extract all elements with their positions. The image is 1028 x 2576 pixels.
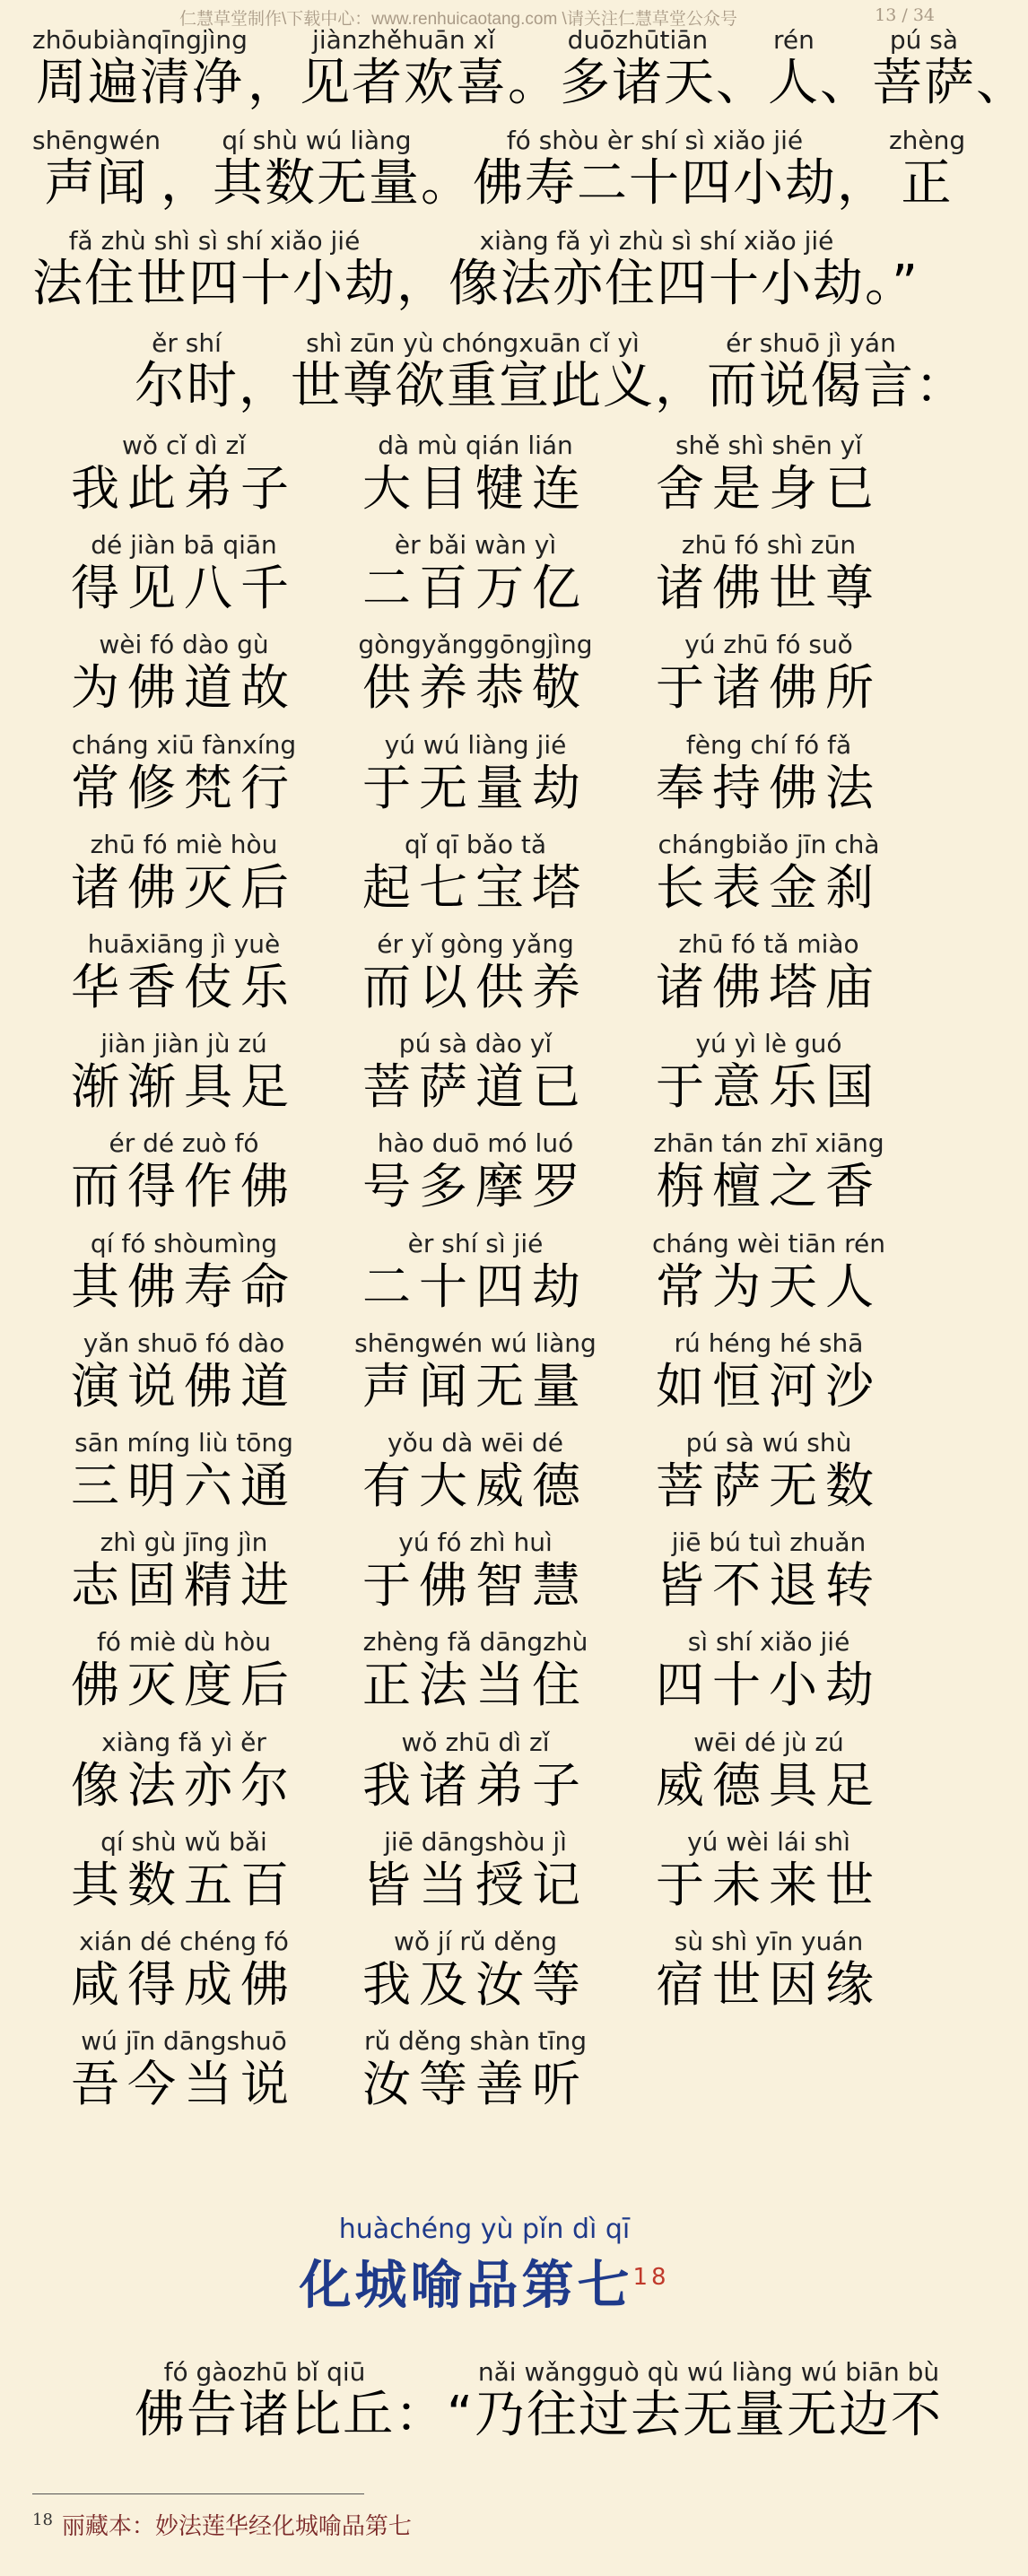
pinyin: yú zhū fó suǒ [684, 630, 853, 659]
hanzi: 正法当住 [362, 1657, 588, 1713]
hanzi: 法住世四十小劫 [32, 255, 396, 313]
verse-phrase [345, 830, 605, 916]
hanzi: 周遍清净 [35, 54, 244, 112]
pinyin: nǎi wǎngguò qù wú liàng wú biān bù [477, 2357, 940, 2387]
prose-line [32, 25, 1028, 111]
pinyin: qǐ qī bǎo tǎ [404, 830, 546, 859]
footnote-reference[interactable]: 18 [632, 2264, 670, 2291]
pinyin: shì zūn yù chóngxuān cǐ yì [306, 328, 640, 358]
hanzi: 于无量劫 [362, 760, 588, 816]
header-source-text: 仁慧草堂制作\下载中心：www.renhuicaotang.com \请关注仁慧草堂公众号 [179, 10, 737, 29]
hanzi: 起七宝塔 [362, 859, 588, 916]
verse-row [0, 1029, 969, 1129]
footnote [32, 2508, 412, 2541]
hanzi: 声闻 [44, 154, 149, 213]
hanzi: 人 [767, 54, 820, 112]
verse-row [0, 530, 969, 631]
punctuation [248, 25, 300, 111]
pinyin: ér shuō jì yán [726, 328, 896, 358]
punctuation [976, 25, 1028, 111]
punctuation [820, 25, 872, 111]
pinyin: shě shì shēn yǐ [675, 431, 863, 460]
verse-row [0, 431, 969, 531]
hanzi: 。” [865, 255, 920, 313]
pinyin: xiàng fǎ yì ěr [101, 1727, 266, 1757]
hanzi: 供养恭敬 [362, 659, 588, 716]
hanzi: 菩萨道已 [362, 1058, 588, 1115]
verse-phrase [639, 730, 899, 816]
pinyin: zhū fó miè hòu [90, 830, 278, 859]
hanzi: 声闻无量 [362, 1358, 588, 1414]
pinyin: shēngwén [32, 126, 161, 155]
verse-phrase [345, 1328, 605, 1414]
punctuation [239, 328, 291, 414]
hanzi: 四十小劫 [656, 1657, 882, 1713]
pinyin: fǎ zhù shì sì shí xiǎo jié [68, 226, 361, 256]
hanzi: 菩萨 [871, 54, 976, 112]
chapter-title [0, 2214, 969, 2316]
pinyin: zhōubiànqīngjìng [32, 25, 248, 55]
ruby-segment [300, 25, 508, 111]
hanzi: 、 [975, 54, 1028, 112]
hanzi: 而得作佛 [71, 1158, 297, 1214]
hanzi: 、 [819, 54, 872, 112]
pinyin: ér dé zuò fó [109, 1128, 259, 1158]
verse-phrase [345, 1029, 605, 1115]
prose-line [32, 226, 919, 312]
hanzi: 我及汝等 [362, 1956, 588, 2013]
hanzi: 于意乐国 [656, 1058, 882, 1115]
verse-phrase [345, 730, 605, 816]
verse-row [0, 730, 969, 831]
verse-phrase [639, 530, 899, 616]
pinyin: pú sà [889, 25, 959, 55]
verse-row [0, 1627, 969, 1727]
verse-phrase [639, 830, 899, 916]
pinyin: yú fó zhì huì [398, 1527, 553, 1557]
verse-row [0, 1229, 969, 1329]
pinyin: cháng xiū fànxíng [71, 730, 297, 760]
footnote-divider [32, 2493, 364, 2494]
pinyin [508, 25, 560, 56]
verse-row [0, 1827, 969, 1928]
pinyin [655, 328, 707, 359]
verse-phrase [345, 630, 605, 716]
hanzi: 威德具足 [656, 1757, 882, 1814]
ruby-segment [473, 126, 837, 212]
ruby-segment [707, 328, 915, 414]
closing-line [135, 2357, 943, 2443]
pinyin: zhū fó shì zūn [681, 530, 857, 560]
ruby-segment [889, 126, 965, 212]
pinyin: gòngyǎnggōngjìng [358, 630, 593, 659]
hanzi: 我此弟子 [71, 460, 297, 517]
verse-row [0, 929, 969, 1030]
hanzi: 于诸佛所 [656, 659, 882, 716]
hanzi: 其数无量 [212, 154, 421, 213]
ruby-segment [32, 126, 161, 212]
pinyin: zhèng fǎ dāngzhù [362, 1627, 588, 1657]
pinyin [239, 328, 291, 359]
chapter-title-pinyin: huàchéng yù pǐn dì qī [338, 2214, 631, 2245]
ruby-segment [32, 25, 248, 111]
pinyin: wǒ jí rǔ děng [393, 1927, 558, 1956]
verse-phrase [639, 1927, 899, 2013]
pinyin: zhān tán zhī xiāng [653, 1128, 884, 1158]
hanzi: 栴檀之香 [656, 1158, 882, 1214]
ruby-segment [449, 226, 865, 312]
punctuation [395, 2357, 475, 2443]
pinyin: yú yì lè guó [695, 1029, 842, 1058]
pinyin: wǒ zhū dì zǐ [401, 1727, 550, 1757]
pinyin: jiē dāngshòu jì [384, 1827, 567, 1857]
hanzi: 而以供养 [362, 959, 588, 1015]
hanzi: 宿世因缘 [656, 1956, 882, 2013]
hanzi: 常修梵行 [71, 760, 297, 816]
hanzi: 世尊欲重宣此义 [291, 357, 655, 415]
verse-row [0, 1128, 969, 1229]
pinyin: xián dé chéng fó [79, 1927, 289, 1956]
pinyin: fó shòu èr shí sì xiǎo jié [506, 126, 804, 155]
hanzi: 吾今当说 [71, 2056, 297, 2112]
hanzi: 有大威德 [362, 1458, 588, 1514]
verse-phrase [54, 929, 314, 1015]
verse-phrase [54, 730, 314, 816]
footnote-text: 丽藏本：妙法莲华经化城喻品第七 [61, 2513, 412, 2540]
verse-phrase [54, 530, 314, 616]
hanzi: 多诸天 [559, 54, 716, 112]
verse-phrase [345, 1229, 605, 1315]
verse-phrase [54, 1029, 314, 1115]
hanzi: ， [655, 357, 707, 415]
pinyin: dé jiàn bā qiān [91, 530, 277, 560]
verse-phrase [54, 1927, 314, 2013]
verse-phrase [345, 1627, 605, 1713]
verse-phrase [54, 1527, 314, 1614]
hanzi: 皆不退转 [656, 1557, 882, 1614]
pinyin: cháng wèi tiān rén [652, 1229, 885, 1258]
pinyin: chángbiǎo jīn chà [658, 830, 880, 859]
verse-phrase [54, 630, 314, 716]
pinyin: èr shí sì jié [407, 1229, 544, 1258]
pinyin: ěr shí [152, 328, 222, 358]
verse-phrase [639, 1527, 899, 1614]
hanzi: 长表金刹 [656, 859, 882, 916]
verse-phrase [639, 1428, 899, 1514]
ruby-segment [32, 226, 396, 312]
hanzi: 佛告诸比丘 [135, 2386, 395, 2444]
hanzi: 诸佛灭后 [71, 859, 297, 916]
ruby-segment [213, 126, 421, 212]
pinyin: yú wú liàng jié [384, 730, 567, 760]
hanzi: 三明六通 [71, 1458, 297, 1514]
hanzi: 皆当授记 [362, 1857, 588, 1913]
verse-phrase [54, 1328, 314, 1414]
punctuation [716, 25, 768, 111]
pinyin [716, 25, 768, 56]
pinyin: wǒ cǐ dì zǐ [122, 431, 246, 460]
pinyin: huāxiāng jì yuè [87, 929, 281, 959]
verse-phrase [54, 1627, 314, 1713]
hanzi: 、 [715, 54, 768, 112]
verse-row [0, 1428, 969, 1528]
chapter-title-text: 化城喻品第七 [299, 2254, 633, 2316]
hanzi: 佛灭度后 [71, 1657, 297, 1713]
hanzi: 咸得成佛 [71, 1956, 297, 2013]
pinyin [161, 126, 213, 156]
verse-phrase [639, 929, 899, 1015]
pinyin: wēi dé jù zú [693, 1727, 844, 1757]
verse-row [0, 2026, 969, 2127]
ruby-segment [475, 2357, 943, 2443]
verse-phrase [345, 1527, 605, 1614]
hanzi: ， [836, 154, 889, 213]
verse-phrase [639, 1128, 899, 1214]
hanzi: 大目犍连 [362, 460, 588, 517]
hanzi: 佛寿二十四小劫 [472, 154, 837, 213]
verse-phrase [345, 1927, 605, 2013]
pinyin: fó gàozhū bǐ qiū [163, 2357, 366, 2387]
pinyin: jiē bú tuì zhuǎn [671, 1527, 867, 1557]
hanzi: ， [247, 54, 300, 112]
pinyin [421, 126, 473, 156]
pinyin [396, 226, 449, 257]
verse-phrase [54, 1727, 314, 1814]
pinyin [976, 25, 1028, 56]
verse-phrase [345, 1128, 605, 1214]
verse-row [0, 630, 969, 730]
verse-phrase [345, 1428, 605, 1514]
pinyin: sù shì yīn yuán [674, 1927, 864, 1956]
pinyin: qí shù wú liàng [222, 126, 412, 155]
verse-phrase [639, 1627, 899, 1713]
prose-line [135, 328, 967, 414]
verse-phrase [345, 2026, 605, 2112]
pinyin: duōzhūtiān [567, 25, 709, 55]
hanzi: ： [915, 357, 967, 415]
pinyin [865, 226, 919, 257]
hanzi: 舍是身已 [656, 460, 882, 517]
hanzi: 见者欢喜 [299, 54, 508, 112]
verse-phrase [639, 1827, 899, 1913]
footnote-number: 18 [32, 2511, 53, 2530]
hanzi: 志固精进 [71, 1557, 297, 1614]
pinyin: zhū fó tǎ miào [678, 929, 859, 959]
verse-phrase [345, 1727, 605, 1814]
punctuation [655, 328, 707, 414]
verse-phrase [54, 2026, 314, 2112]
pinyin: sān míng liù tōng [74, 1428, 293, 1458]
verse-phrase [345, 530, 605, 616]
hanzi: 其佛寿命 [71, 1258, 297, 1315]
hanzi: ：“ [395, 2386, 475, 2444]
hanzi: 奉持佛法 [656, 760, 882, 816]
pinyin: jiànzhěhuān xǐ [312, 25, 495, 55]
hanzi: 二百万亿 [362, 560, 588, 616]
pinyin: pú sà wú shù [685, 1428, 852, 1458]
ruby-segment [560, 25, 716, 111]
punctuation [421, 126, 473, 212]
verse-row [0, 1328, 969, 1429]
punctuation [161, 126, 213, 212]
punctuation [915, 328, 967, 414]
verse-phrase [54, 1827, 314, 1913]
hanzi: 号多摩罗 [362, 1158, 588, 1214]
hanzi: ， [239, 357, 291, 415]
pinyin: yú wèi lái shì [687, 1827, 850, 1857]
ruby-segment [135, 2357, 395, 2443]
pinyin: xiàng fǎ yì zhù sì shí xiǎo jié [479, 226, 834, 256]
verse-phrase [639, 431, 899, 517]
hanzi: 菩萨无数 [656, 1458, 882, 1514]
hanzi: 诸佛世尊 [656, 560, 882, 616]
pinyin [915, 328, 967, 359]
verse-phrase [54, 431, 314, 517]
ruby-segment [872, 25, 976, 111]
pinyin: èr bǎi wàn yì [394, 530, 557, 560]
pinyin: hào duō mó luó [377, 1128, 574, 1158]
verse-row [0, 830, 969, 930]
pinyin: jiàn jiàn jù zú [100, 1029, 267, 1058]
pinyin: pú sà dào yǐ [398, 1029, 553, 1058]
pinyin [248, 25, 300, 56]
punctuation [508, 25, 560, 111]
verse-phrase [54, 1128, 314, 1214]
pinyin: fó miè dù hòu [96, 1627, 272, 1657]
pinyin: dà mù qián lián [378, 431, 573, 460]
verse-phrase [345, 431, 605, 517]
hanzi: 如恒河沙 [656, 1358, 882, 1414]
hanzi: 乃往过去无量无边不 [475, 2386, 944, 2444]
verse-phrase [639, 1029, 899, 1115]
hanzi: ， [396, 255, 449, 313]
pinyin: qí shù wǔ bǎi [100, 1827, 267, 1857]
hanzi: 尔时 [135, 357, 239, 415]
prose-line [32, 126, 965, 212]
pinyin: yǒu dà wēi dé [388, 1428, 563, 1458]
verse-phrase [639, 1727, 899, 1814]
verse-row [0, 1527, 969, 1628]
hanzi: 二十四劫 [362, 1258, 588, 1315]
hanzi: 于佛智慧 [362, 1557, 588, 1614]
verse-phrase [345, 1827, 605, 1913]
hanzi: 渐渐具足 [71, 1058, 297, 1115]
pinyin: qí fó shòumìng [90, 1229, 278, 1258]
pinyin: shēngwén wú liàng [354, 1328, 597, 1358]
hanzi: 。 [420, 154, 473, 213]
pinyin: zhèng [888, 126, 966, 155]
pinyin: rú héng hé shā [674, 1328, 864, 1358]
verse-phrase [54, 1229, 314, 1315]
verse-phrase [54, 1428, 314, 1514]
hanzi: 像法亦住四十小劫 [449, 255, 865, 313]
pinyin: wèi fó dào gù [99, 630, 269, 659]
punctuation [396, 226, 449, 312]
hanzi: 演说佛道 [71, 1358, 297, 1414]
verse-phrase [345, 929, 605, 1015]
hanzi: 诸佛塔庙 [656, 959, 882, 1015]
ruby-segment [291, 328, 655, 414]
punctuation [865, 226, 919, 312]
ruby-segment [135, 328, 239, 414]
page-number: 13 / 34 [875, 5, 935, 25]
pinyin: wú jīn dāngshuō [81, 2026, 287, 2056]
hanzi: 华香伎乐 [71, 959, 297, 1015]
verse-phrase [639, 1229, 899, 1315]
hanzi: 为佛道故 [71, 659, 297, 716]
pinyin [395, 2357, 475, 2388]
pinyin: ér yǐ gòng yǎng [377, 929, 574, 959]
hanzi: 汝等善听 [362, 2056, 588, 2112]
verse-phrase [639, 630, 899, 716]
pinyin [820, 25, 872, 56]
hanzi: 常为天人 [656, 1258, 882, 1315]
punctuation [837, 126, 889, 212]
pinyin: rén [773, 25, 815, 55]
hanzi: 其数五百 [71, 1857, 297, 1913]
hanzi: 正 [901, 154, 954, 213]
pinyin: sì shí xiǎo jié [687, 1627, 850, 1657]
verse-row [0, 1727, 969, 1828]
pinyin: yǎn shuō fó dào [83, 1328, 285, 1358]
pinyin: rǔ děng shàn tīng [364, 2026, 587, 2056]
pinyin: zhì gù jīng jìn [100, 1527, 268, 1557]
verse-phrase [639, 1328, 899, 1414]
hanzi: 于未来世 [656, 1857, 882, 1913]
hanzi: 得见八千 [71, 560, 297, 616]
hanzi: ， [160, 154, 213, 213]
verse-phrase [54, 830, 314, 916]
hanzi: 。 [507, 54, 560, 112]
hanzi: 像法亦尔 [71, 1757, 297, 1814]
hanzi: 而说偈言 [707, 357, 915, 415]
hanzi: 我诸弟子 [362, 1757, 588, 1814]
pinyin: fèng chí fó fǎ [685, 730, 852, 760]
ruby-segment [768, 25, 820, 111]
verse-row [0, 1927, 969, 2027]
pinyin [837, 126, 889, 156]
